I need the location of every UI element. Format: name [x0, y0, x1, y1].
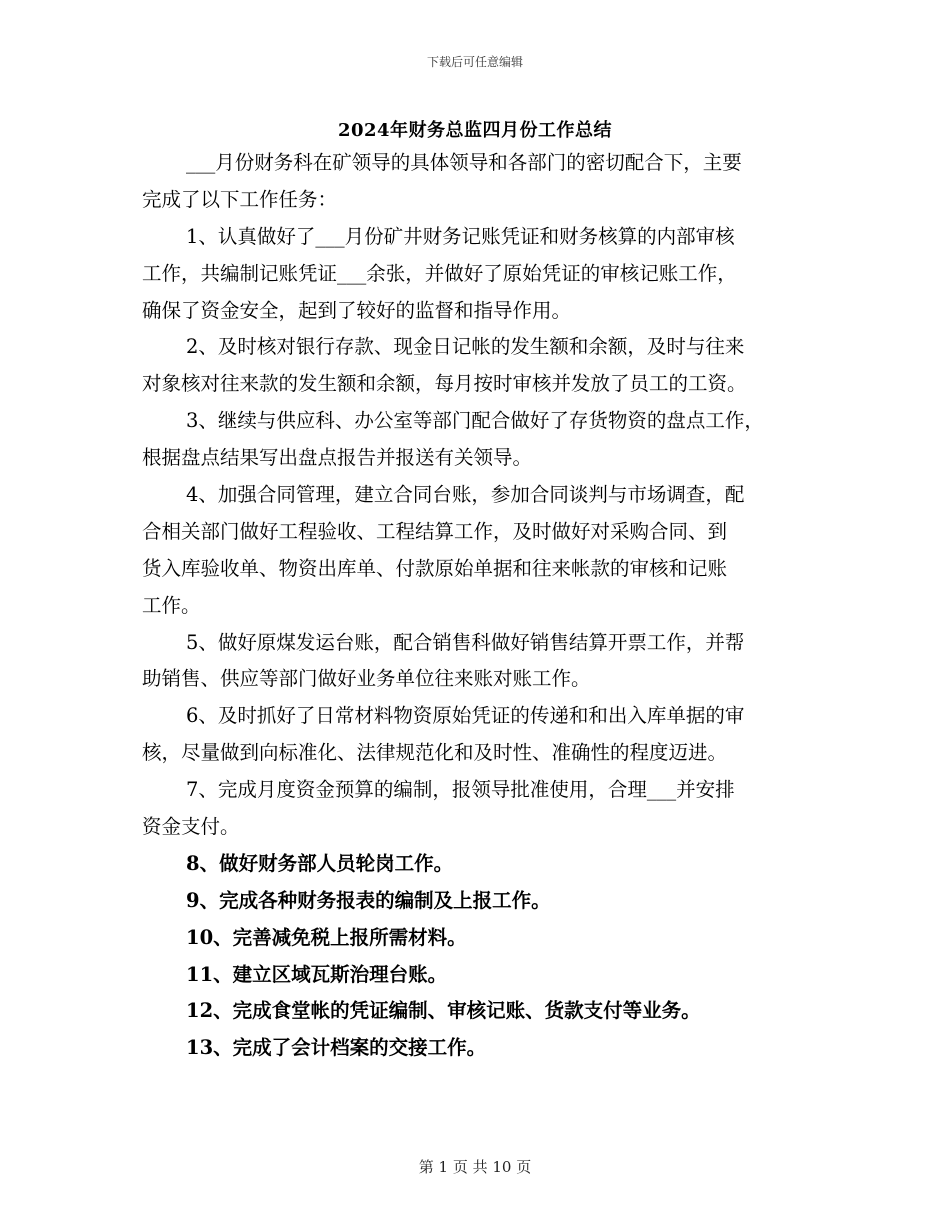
paragraph-line: 工作，共编制记账凭证___余张，并做好了原始凭证的审核记账工作， — [142, 261, 737, 285]
page-header-note: 下载后可任意编辑 — [426, 55, 523, 69]
paragraph-line: 确保了资金安全，起到了较好的监督和指导作用。 — [142, 298, 572, 322]
paragraph-line: 2、及时核对银行存款、现金日记帐的发生额和余额，及时与往来 — [186, 335, 745, 359]
list-item: 11、建立区域瓦斯治理台账。 — [186, 962, 448, 986]
paragraph-line: 5、做好原煤发运台账，配合销售科做好销售结算开票工作，并帮 — [186, 630, 745, 654]
paragraph-line: 根据盘点结果写出盘点报告并报送有关领导。 — [142, 446, 533, 470]
paragraph-line: 7、完成月度资金预算的编制，报领导批准使用，合理___并安排 — [186, 778, 735, 802]
document-body — [142, 145, 810, 1067]
paragraph-line: 4、加强合同管理，建立合同台账，参加合同谈判与市场调查，配 — [186, 483, 745, 507]
paragraph-line: 3、继续与供应科、办公室等部门配合做好了存货物资的盘点工作， — [186, 409, 764, 433]
paragraph-line: 1、认真做好了___月份矿井财务记账凭证和财务核算的内部审核 — [186, 224, 735, 248]
paragraph-line: ___月份财务科在矿领导的具体领导和各部门的密切配合下，主要 — [186, 151, 742, 174]
paragraph-line: 工作。 — [142, 593, 201, 617]
paragraph-line: 对象核对往来款的发生额和余额，每月按时审核并发放了员工的工资。 — [142, 372, 747, 396]
document-title: 2024年财务总监四月份工作总结 — [337, 120, 613, 141]
page-number-footer: 第 1 页 共 10 页 — [418, 1158, 532, 1176]
list-item: 13、完成了会计档案的交接工作。 — [186, 1036, 487, 1060]
paragraph-line: 核，尽量做到向标准化、法律规范化和及时性、准确性的程度迈进。 — [142, 741, 728, 765]
paragraph-line: 货入库验收单、物资出库单、付款原始单据和往来帐款的审核和记账 — [142, 556, 728, 580]
paragraph-line: 6、及时抓好了日常材料物资原始凭证的传递和和出入库单据的审 — [186, 704, 745, 728]
list-item: 9、完成各种财务报表的编制及上报工作。 — [186, 888, 551, 912]
paragraph-line: 助销售、供应等部门做好业务单位往来账对账工作。 — [142, 667, 591, 691]
list-item: 12、完成食堂帐的凭证编制、审核记账、货款支付等业务。 — [186, 999, 701, 1023]
paragraph-line: 完成了以下工作任务： — [142, 187, 338, 211]
paragraph-line: 资金支付。 — [142, 815, 240, 839]
list-item: 10、完善减免税上报所需材料。 — [186, 925, 467, 949]
list-item: 8、做好财务部人员轮岗工作。 — [186, 851, 454, 875]
paragraph-line: 合相关部门做好工程验收、工程结算工作，及时做好对采购合同、到 — [142, 519, 728, 543]
